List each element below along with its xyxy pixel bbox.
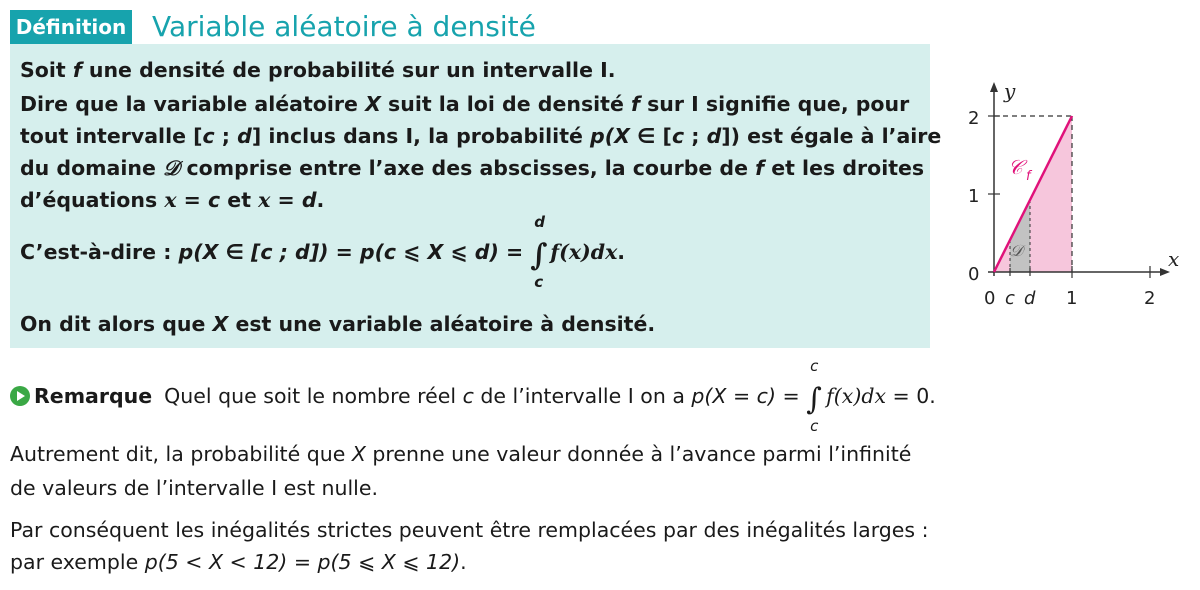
text: du domaine [20,156,164,180]
text: X [351,442,366,466]
text: ; [214,124,238,148]
text: c [208,188,221,212]
definition-title: Variable aléatoire à densité [152,10,536,43]
density-graph [960,76,1200,316]
def-line-3 [20,120,941,152]
tick-label-x-1: 1 [1066,288,1078,309]
text: x [258,188,271,212]
paragraph-1-line-1 [10,438,911,470]
probability-expression: p(5 < X < 12) = p(5 ⩽ X ⩽ 12) [144,550,461,574]
text: une densité de probabilité sur un intervalle I. [81,58,616,82]
text: prenne une valeur donnée à l’avance parmi l’infinité [365,442,912,466]
def-line-2 [20,88,909,120]
text: et [220,188,259,212]
text: On dit alors que [20,312,213,336]
text: . [460,550,467,574]
text: de l’intervalle I on a [473,384,692,408]
tick-label-y-1: 1 [968,186,980,207]
text: c [202,124,215,148]
def-line-1 [20,54,616,86]
text: ∈ [ [629,124,672,148]
x-axis-label: x [1168,247,1180,271]
tick-label-y-0: 0 [968,264,980,285]
paragraph-1-line-2: de valeurs de l’intervalle I est nulle. [10,476,379,500]
text: suit la loi de densité [380,92,632,116]
text: X [212,312,229,336]
text: . [617,240,626,264]
text: d’équations [20,188,165,212]
text: Autrement dit, la probabilité que [10,442,352,466]
tick-label-x-2: 2 [1144,288,1156,309]
remark-label: Remarque [34,384,153,408]
tick-label-y-2: 2 [968,108,980,129]
def-line-4 [20,152,924,184]
domain-symbol: 𝒟 [163,156,180,180]
text: c [671,124,685,148]
integral-lower-bound: c [534,273,544,291]
text: ; [684,124,707,148]
def-line-7 [20,308,655,340]
integral-upper-bound: c [810,357,819,375]
text: C’est-à-dire : [20,240,179,264]
text: f [755,156,765,180]
text: . [316,188,325,212]
text: est une [228,312,329,336]
text: sur I signifie que, pour [639,92,910,116]
text: X [365,92,381,116]
tick-label-x-0: 0 [984,288,996,309]
text: d [301,188,317,212]
play-icon [10,386,30,406]
def-line-6 [20,213,626,291]
text: = [176,188,208,212]
text: f [631,92,640,116]
y-axis-arrow [990,82,998,92]
text: d [706,124,722,148]
text: comprise entre l’axe des abscisses, la courbe de [179,156,756,180]
text: et les droites [764,156,925,180]
integral-sign: ∫ [530,238,548,273]
text: f [72,58,82,82]
curve-label: 𝒞 [1008,155,1023,179]
paragraph-2-line-1: Par conséquent les inégalités strictes peuvent être remplacées par des inégalités larges : [10,518,929,542]
text: tout intervalle [ [20,124,203,148]
integral-sign: ∫ [806,382,822,417]
integrand: f(x)dx [826,384,887,408]
def-line-5 [20,184,324,216]
integral [806,357,826,435]
domain-label: 𝒟 [1010,241,1023,260]
text: Quel que soit le nombre réel [164,384,463,408]
text: par exemple [10,550,145,574]
tick-label-x-c: c [1005,288,1015,309]
text: Dire que la variable aléatoire [20,92,366,116]
probability-expression: p(X = c) = [691,384,807,408]
definition-badge: Définition [10,10,132,44]
text: ]) est égale à l’aire [721,124,942,148]
y-axis-label: y [1004,79,1016,103]
integral-upper-bound: d [534,213,546,231]
paragraph-2-line-2 [10,546,467,578]
text: ] inclus dans I, la probabilité [251,124,591,148]
curve-label-subscript: f [1026,169,1031,184]
probability-expression: p(X ∈ [c ; d]) = p(c ⩽ X ⩽ d) = [178,240,531,264]
integral-lower-bound: c [810,417,819,435]
text: . [647,312,656,336]
text: x [164,188,177,212]
text: = [270,188,302,212]
tick-label-x-d: d [1024,288,1036,309]
key-term: variable aléatoire à densité [328,312,648,336]
text: = 0. [886,384,936,408]
integral [530,213,550,291]
text: c [462,384,474,408]
remark-line [10,357,936,435]
integrand: f(x)dx [550,240,618,264]
text: Soit [20,58,73,82]
text: p(X [590,124,630,148]
definition-box [10,44,942,348]
text: d [237,124,252,148]
